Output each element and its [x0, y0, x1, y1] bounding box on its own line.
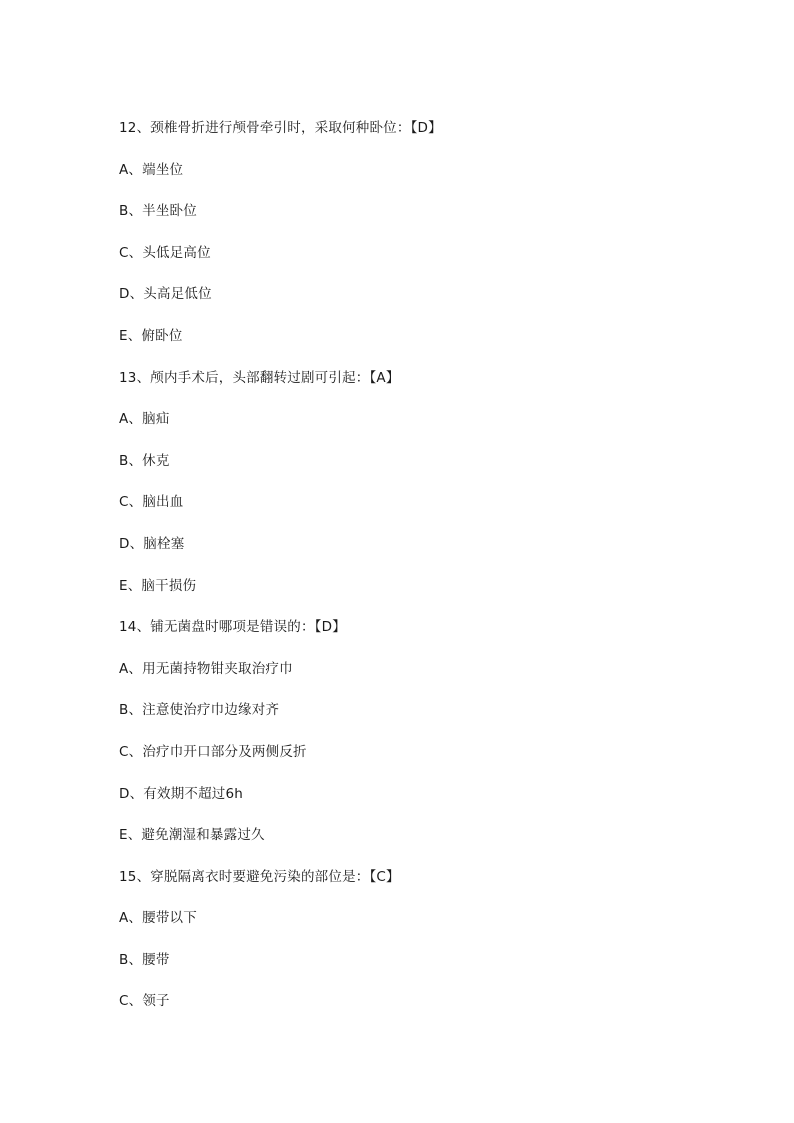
option-12-a: A、端坐位: [119, 161, 184, 178]
option-13-d: D、脑栓塞: [119, 535, 185, 552]
option-14-c: C、治疗巾开口部分及两侧反折: [119, 743, 307, 760]
option-14-e: E、避免潮湿和暴露过久: [119, 827, 265, 844]
option-13-e: E、脑干损伤: [119, 577, 197, 594]
option-13-a: A、脑疝: [119, 411, 170, 428]
option-13-c: C、脑出血: [119, 494, 184, 511]
option-12-c: C、头低足高位: [119, 244, 211, 261]
question-12: 12、颈椎骨折进行颅骨牵引时，采取何种卧位：【D】: [119, 120, 442, 136]
question-14: 14、铺无菌盘时哪项是错误的：【D】: [119, 619, 346, 636]
option-14-d: D、有效期不超过6h: [119, 785, 244, 802]
option-12-b: B、半坐卧位: [119, 203, 197, 220]
question-15: 15、穿脱隔离衣时要避免污染的部位是：【C】: [119, 868, 400, 885]
question-13: 13、颅内手术后，头部翻转过剧可引起：【A】: [119, 369, 400, 386]
option-15-a: A、腰带以下: [119, 910, 197, 927]
option-14-a: A、用无菌持物钳夹取治疗巾: [119, 660, 293, 677]
question-list: [119, 118, 739, 1033]
option-12-e: E、俯卧位: [119, 327, 183, 344]
option-12-d: D、头高足低位: [119, 286, 212, 303]
option-15-b: B、腰带: [119, 951, 170, 968]
option-15-c: C、领子: [119, 993, 170, 1010]
option-14-b: B、注意使治疗巾边缘对齐: [119, 702, 280, 719]
option-13-b: B、休克: [119, 452, 170, 469]
